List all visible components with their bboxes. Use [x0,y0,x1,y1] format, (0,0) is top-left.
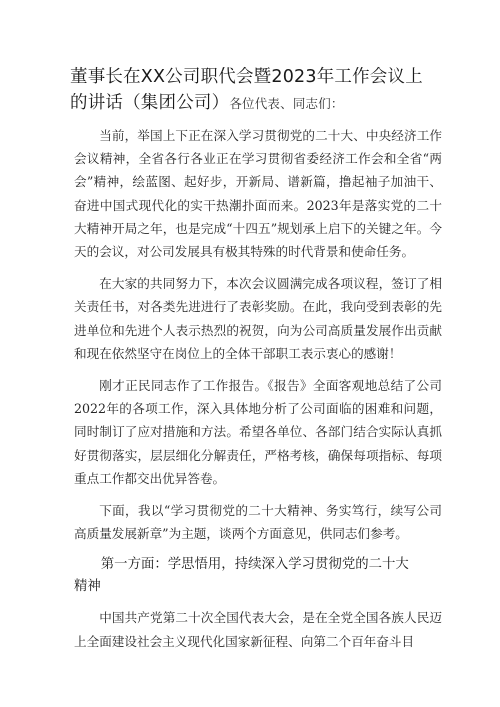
paragraph-1: 当前，举国上下正在深入学习贯彻党的二十大、中央经济工作会议精神，全省各行各业正在学习贯彻省委经济工作会和全省“两会”精神，绘蓝图、起好步，开新局、谱新篇，撸起袖子加油干、奋进中国式现代化的实干热潮扑面而来。2023年是落实党的二十大精神开局之年，也是完成“十四五”规划承上启下的关键之年。今天的会议，对公司发展具有极其特殊的时代背景和使命任务。 [74,128,442,260]
title-line-2 [70,90,470,117]
paragraph-4: 下面，我以“学习贯彻党的二十大精神、务实笃行，续写公司高质量发展新章”为主题，谈两个方面意见，供同志们参考。 [74,503,442,542]
title-line-1: 董事长在XX公司职代会暨2023年工作会议上 [70,67,423,87]
paragraph-5: 中国共产党第二十次全国代表大会，是在全党全国各族人民迈上全面建设社会主义现代化国家新征程、向第二个百年奋斗目 [74,610,442,649]
section-heading-line-2: 精神 [74,579,101,595]
paragraph-3: 刚才正民同志作了工作报告。《报告》全面客观地总结了公司2022年的各项工作，深入具体地分析了公司面临的困难和问题，同时制订了应对措施和方法。希望各单位、各部门结合实际认真抓好贯彻落实，层层细化分解责任，严格考核，确保每项指标、每项重点工作都交出优异答卷。 [74,378,442,486]
greeting: 各位代表、同志们： [229,96,344,111]
speech-title [70,64,470,117]
section-heading-1 [74,554,442,598]
paragraph-2: 在大家的共同努力下，本次会议圆满完成各项议程，签订了相关责任书，对各类先进进行了表彰奖励。在此，我向受到表彰的先进单位和先进个人表示热烈的祝贺，向为公司高质量发展作出贡献和现在依然坚守在岗位上的全体干部职工表示衷心的感谢！ [74,276,442,361]
speech-body [74,124,442,662]
section-heading-line-1: 第一方面：学思悟用，持续深入学习贯彻党的二十大 [100,557,409,573]
title-line-2-text: 的讲话（集团公司） [70,93,230,113]
